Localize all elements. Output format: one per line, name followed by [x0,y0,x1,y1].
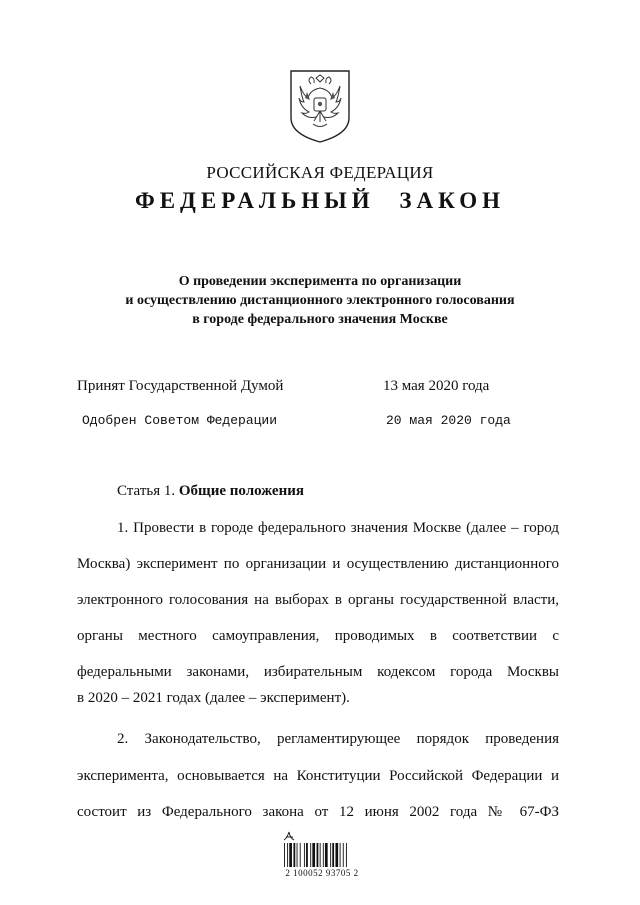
barcode-bar [325,843,328,867]
law-title: ФЕДЕРАЛЬНЫЙ ЗАКОН [134,188,506,213]
barcode-bar [297,843,298,867]
handwritten-mark-icon [283,828,295,842]
barcode-number: 2 100052 93705 2 [285,868,359,878]
country-name: РОССИЙСКАЯ ФЕДЕРАЦИЯ [206,163,434,182]
body-line: состоит из Федерального закона от 12 июня 2002 года № 67-ФЗ [77,804,559,820]
article-heading [117,483,304,500]
body-line: органы местного самоуправления, проводимых в соответствии с [77,628,559,644]
coat-of-arms-icon [287,68,353,144]
barcode-bar [317,843,319,867]
barcode-bar [310,843,311,867]
barcode-bar [335,843,338,867]
barcode-icon [284,843,359,867]
body-line: федеральными законами, избирательным кодексом города Москвы [77,664,559,680]
barcode-bar [293,843,295,867]
body-line: Москва) эксперимент по организации и осуществлению дистанционного [77,556,559,572]
body-line: эксперимента, основывается на Конституции Российской Федерации и [77,768,559,784]
barcode-bar [289,843,292,867]
law-subject-line: О проведении эксперимента по организации [178,274,462,289]
body-line: в 2020 – 2021 годах (далее – эксперимент). [77,690,350,706]
barcode-bar [320,843,321,867]
body-line: 1. Провести в городе федерального значения Москве (далее – город [117,520,559,536]
article-number: Статья 1. [117,483,176,499]
council-approval-label: Одобрен Советом Федерации [82,413,278,428]
law-subject-line: и осуществлению дистанционного электронного голосования [125,293,515,308]
barcode-bar [304,843,305,867]
law-subject [0,272,640,329]
barcode-bar [287,843,288,867]
barcode-bar [306,843,308,867]
law-subject-line: в городе федерального значения Москве [192,312,448,327]
barcode-bar [346,843,347,867]
body-line: электронного голосования на выборах в органы государственной власти, [77,592,559,608]
body-line: 2. Законодательство, регламентирующее порядок проведения [117,731,559,747]
council-approval-date: 20 мая 2020 года [386,413,511,428]
barcode-bar [312,843,315,867]
barcode-bar [340,843,341,867]
barcode-bar [332,843,334,867]
duma-adoption-label: Принят Государственной Думой [77,378,284,394]
barcode-bar [300,843,301,867]
article-title: Общие положения [178,483,304,499]
barcode-bar [284,843,285,867]
barcode-bar [343,843,344,867]
barcode-bar [330,843,331,867]
barcode-bar [323,843,324,867]
duma-adoption-date: 13 мая 2020 года [383,378,490,394]
